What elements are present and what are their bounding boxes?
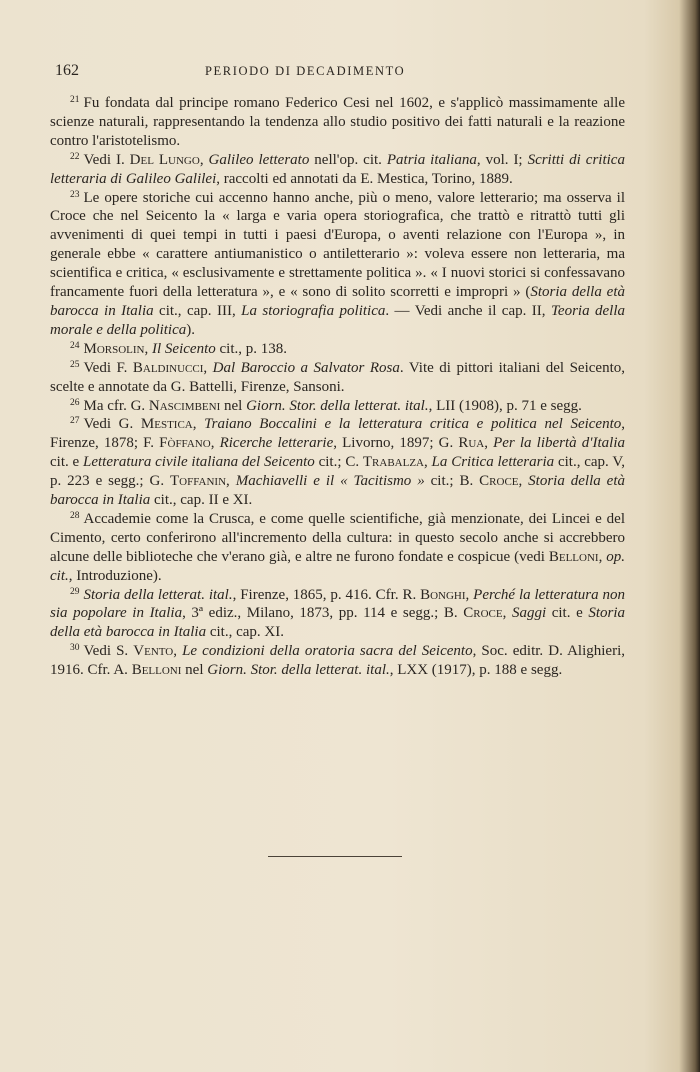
author-name: Fòffano (159, 435, 211, 452)
footnote-number: 22 (70, 151, 80, 162)
note-text: Ma cfr. G. (83, 397, 149, 414)
footnote-number: 28 (70, 510, 80, 521)
italic-title: Perché la letteratura non sia popolare in Italia (50, 586, 626, 622)
italic-title: Per la libertà d'Italia (493, 435, 626, 452)
italic-title: La Critica letteraria (431, 454, 555, 471)
italic-title: Saggi (511, 605, 547, 622)
note-text: , (173, 643, 183, 660)
author-name: Croce (463, 605, 503, 622)
author-name: Nascimbeni (148, 397, 221, 414)
footnote-30 (50, 642, 625, 680)
author-name: Belloni (131, 662, 182, 679)
footnote-22 (50, 151, 625, 189)
author-name: Rua (458, 435, 485, 452)
note-text: . — Vedi anche il cap. II, (385, 302, 551, 319)
author-name: Trabalza (362, 454, 424, 471)
author-name: Croce (479, 473, 519, 490)
note-text: cit., cap. XI. (206, 624, 284, 641)
note-text: nel (220, 397, 247, 414)
note-text: cit. e (546, 605, 589, 622)
note-text: , (502, 605, 512, 622)
footnote-number: 25 (70, 359, 80, 370)
italic-title: Giorn. Stor. della letterat. ital. (246, 397, 429, 414)
author-name: Bonghi (420, 586, 466, 603)
note-text: . Vite di pittori italiani del Seicento, scelte e annotate da G. Battelli, Firenze, Sansoni. (50, 359, 625, 395)
author-name: Vento (133, 643, 174, 660)
italic-title: Storia della letterat. ital. (83, 586, 233, 603)
italic-title: Storia della età barocca in Italia (50, 605, 626, 641)
note-text: , 3ª ediz., Milano, 1873, pp. 114 e segg.; B. (182, 605, 464, 622)
note-text: ). (186, 321, 195, 338)
note-text: , Firenze, 1878; F. (50, 416, 626, 452)
note-text: , (210, 435, 220, 452)
note-text: , Livorno, 1897; G. (333, 435, 459, 452)
note-text: , (199, 151, 209, 168)
page-number: 162 (55, 62, 79, 79)
note-text: , Firenze, 1865, p. 416. Cfr. R. (232, 586, 421, 603)
note-text: cit. e (50, 454, 83, 471)
note-text: nell'op. cit. (309, 151, 387, 168)
footnote-23 (50, 189, 625, 340)
footnote-26 (50, 397, 625, 416)
note-text: Accademie come la Crusca, e come quelle scientifiche, già menzionate, dei Lincei e del Cimento, certo conferirono all'incremento della cultura: in questo secolo anche si accrebbero alcune delle biblioteche che v'erano già, e altre ne furono fondate e cospicue (vedi (50, 510, 625, 565)
footnote-27 (50, 415, 625, 510)
note-text: , (518, 473, 529, 490)
note-text: , (465, 586, 474, 603)
note-text: Vedi S. (83, 643, 134, 660)
footnote-number: 29 (70, 586, 80, 597)
footnote-number: 21 (70, 95, 80, 105)
italic-title: Letteratura civile italiana del Seicento (83, 454, 315, 471)
note-text: Le opere storiche cui accenno hanno anche, più o meno, valore letterario; ma osserva il Croce che nel Seicento la « larga e varia opera storiografica, che trattò e ritrattò tutti gli avvenimenti di quei tempi in tutti i paesi d'Europa, o aventi relazione con l'Europa », in generale ebbe « carattere antiumanistico o antiletterario »: voleva essere non letteraria, ma scientifica e critica, « esclusivamente e strettamente politica ». « I nuovi storici si confessavano francamente fuori della letteratura », e « sono di solito scorretti e impropri » ( (50, 189, 625, 301)
italic-title: Dal Baroccio a Salvator Rosa (212, 359, 400, 376)
italic-title: Galileo letterato (208, 151, 310, 168)
note-text: Fu fondata dal principe romano Federico Cesi nel 1602, e s'applicò massimamente alle scienze naturali, rappresentando la tendenza allo studio positivo dei fatti naturali e la reazione contro l'aristotelismo. (50, 95, 625, 149)
italic-title: Machiavelli e il « Tacitismo » (235, 473, 425, 490)
italic-title: op. cit. (50, 548, 625, 584)
note-text: cit.; C. (314, 454, 363, 471)
note-text: , LII (1908), p. 71 e segg. (428, 397, 582, 414)
italic-title: Giorn. Stor. della letterat. ital. (207, 662, 390, 679)
italic-title: Le condizioni della oratoria sacra del Seicento (182, 643, 473, 660)
footnote-25 (50, 359, 625, 397)
footnote-number: 24 (70, 340, 80, 351)
note-text: Vedi I. (83, 151, 130, 168)
footnote-29 (50, 586, 625, 643)
footnote-21 (50, 94, 625, 151)
note-text: nel (181, 662, 208, 679)
footnote-24 (50, 340, 625, 359)
footnote-28 (50, 510, 625, 586)
italic-title: Il Seicento (152, 340, 216, 357)
note-text: , LXX (1917), p. 188 e segg. (389, 662, 563, 679)
italic-title: Storia della età barocca in Italia (50, 473, 625, 509)
note-text: , vol. I; (476, 151, 528, 168)
note-text: cit., p. 138. (215, 340, 287, 357)
footnote-number: 27 (70, 416, 80, 427)
note-text: Vedi G. (83, 416, 141, 433)
italic-title: La storiografia politica (241, 302, 386, 319)
footnote-number: 30 (70, 643, 80, 654)
author-name: Mestica (140, 416, 193, 433)
note-text: , (192, 416, 205, 433)
author-name: Baldinucci (132, 359, 204, 376)
italic-title: Traiano Boccalini e la letteratura critica e politica nel Seicento (204, 416, 622, 433)
note-text: , Soc. editr. D. Alighieri, 1916. Cfr. A. (50, 643, 625, 679)
note-text: , (423, 454, 432, 471)
note-text: , Introduzione). (68, 567, 162, 584)
author-name: Del Lungo (129, 151, 200, 168)
running-title: PERIODO DI DECADIMENTO (205, 64, 406, 78)
note-text: cit., cap. V, p. 223 e segg.; G. (50, 454, 625, 490)
note-text: cit.; B. (424, 473, 480, 490)
note-text: , raccolti ed annotati da E. Mestica, Torino, 1889. (216, 170, 513, 187)
end-rule (268, 856, 402, 857)
footnote-number: 23 (70, 189, 80, 200)
italic-title: Scritti di critica letteraria di Galileo Galilei (50, 151, 625, 187)
author-name: Toffanin (170, 473, 227, 490)
note-text: Vedi F. (83, 359, 133, 376)
note-text: , (203, 359, 213, 376)
italic-title: Teoria della morale e della politica (50, 302, 626, 338)
note-text: , (484, 435, 494, 452)
note-text: , (144, 340, 153, 357)
author-name: Belloni (548, 548, 599, 565)
note-text: , (226, 473, 236, 490)
note-text: , (598, 548, 607, 565)
italic-title: Patria italiana (386, 151, 477, 168)
note-text: cit., cap. III, (153, 302, 242, 319)
italic-title: Ricerche letterarie (219, 435, 334, 452)
note-text: cit., cap. II e XI. (150, 492, 253, 509)
italic-title: Storia della età barocca in Italia (50, 284, 625, 319)
author-name: Morsolin (83, 340, 145, 357)
footnote-number: 26 (70, 397, 80, 408)
page-header (55, 62, 635, 82)
footnotes-section (50, 94, 625, 680)
